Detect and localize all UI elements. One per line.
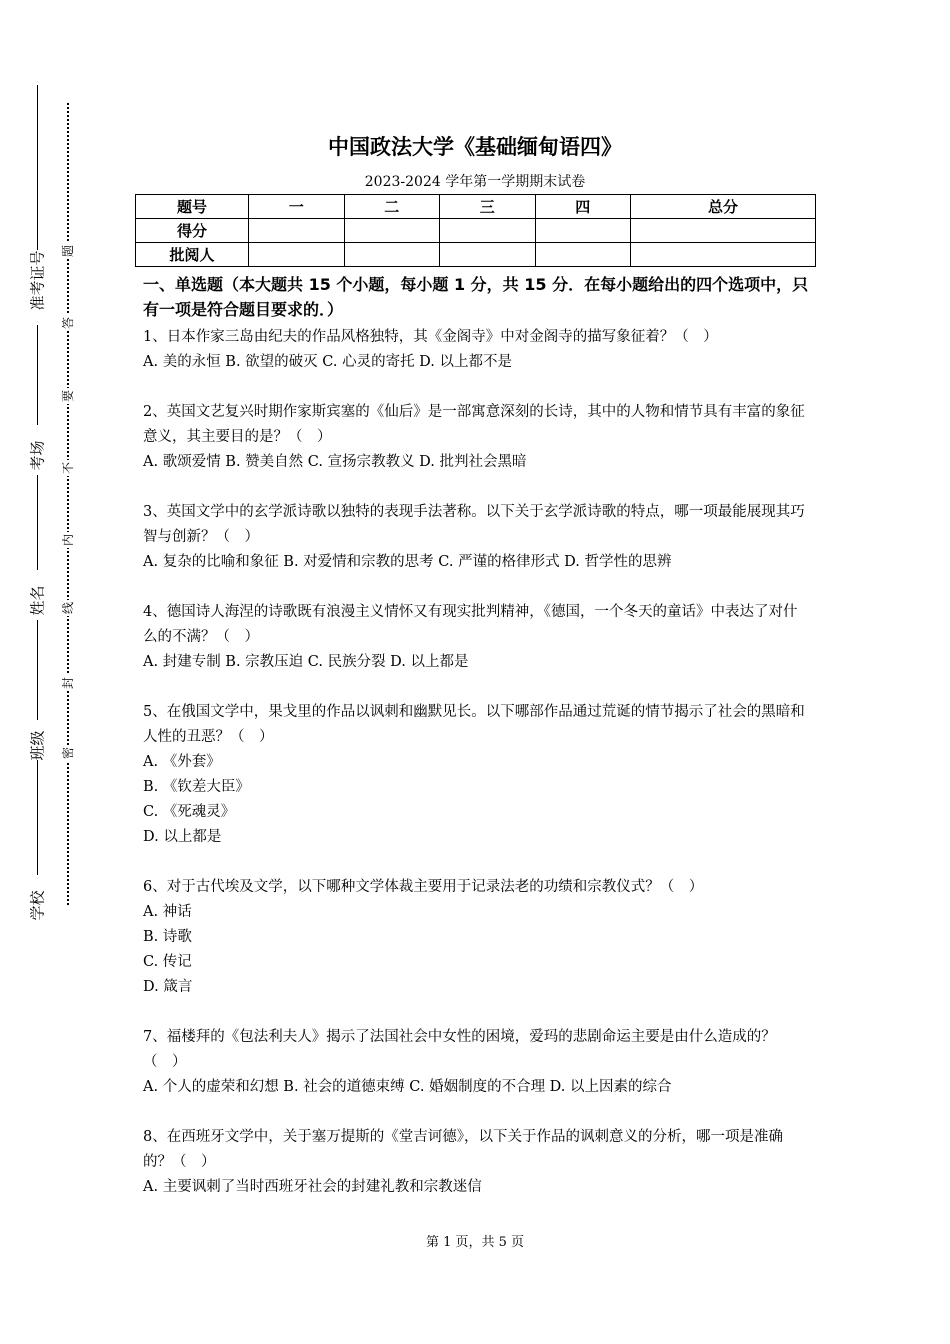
grader-row-label: 批阅人	[136, 243, 249, 267]
question-option: A. 主要讽刺了当时西班牙社会的封建礼教和宗教迷信	[143, 1179, 482, 1195]
seal-char: 密	[61, 747, 75, 760]
score-cell[interactable]	[249, 219, 345, 243]
question-text: 1、日本作家三岛由纪夫的作品风格独特，其《金阁寺》中对金阁寺的描写象征着？（ ）	[143, 329, 718, 345]
exam-room-label: 考场	[28, 440, 47, 471]
grader-cell[interactable]	[631, 243, 816, 267]
grader-cell[interactable]	[249, 243, 345, 267]
question-4	[143, 600, 811, 675]
fill-line	[37, 760, 38, 875]
seal-char: 内	[61, 534, 75, 547]
question-option: D. 以上都是	[143, 829, 222, 845]
question-options: A. 复杂的比喻和象征 B. 对爱情和宗教的思考 C. 严谨的格律形式 D. 哲学性的思辨	[143, 554, 672, 570]
score-cell[interactable]	[344, 219, 440, 243]
question-options: A. 美的永恒 B. 欲望的破灭 C. 心灵的寄托 D. 以上都不是	[143, 354, 513, 370]
question-option: C. 《死魂灵》	[143, 804, 236, 820]
score-row-label: 得分	[136, 219, 249, 243]
score-table-header: 二	[344, 195, 440, 219]
grader-cell[interactable]	[344, 243, 440, 267]
class-label: 班级	[28, 730, 47, 761]
score-table-header: 三	[440, 195, 536, 219]
fill-line	[37, 620, 38, 720]
binding-margin	[0, 0, 90, 1344]
grader-cell[interactable]	[535, 243, 631, 267]
question-5	[143, 700, 811, 850]
question-text: 4、德国诗人海涅的诗歌既有浪漫主义情怀又有现实批判精神，《德国，一个冬天的童话》中表达了对什么的不满？（ ）	[143, 604, 798, 645]
score-table-header: 总分	[631, 195, 816, 219]
seal-char: 要	[61, 390, 75, 403]
exam-content	[143, 272, 811, 1225]
question-1	[143, 325, 811, 375]
question-option: D. 箴言	[143, 979, 193, 995]
score-cell[interactable]	[440, 219, 536, 243]
exam-subtitle: 2023-2024 学年第一学期期末试卷	[364, 174, 586, 190]
score-cell[interactable]	[631, 219, 816, 243]
question-8	[143, 1125, 811, 1200]
score-table-header: 一	[249, 195, 345, 219]
question-option: B. 《钦差大臣》	[143, 779, 250, 795]
score-row	[136, 219, 816, 243]
seal-char: 封	[61, 677, 75, 690]
question-text: 6、对于古代埃及文学，以下哪种文学体裁主要用于记录法老的功绩和宗教仪式？（ ）	[143, 879, 704, 895]
exam-id-label: 准考证号	[28, 250, 47, 311]
question-2	[143, 400, 811, 475]
name-label: 姓名	[28, 585, 47, 616]
question-options: A. 歌颂爱情 B. 赞美自然 C. 宣扬宗教教义 D. 批判社会黑暗	[143, 454, 527, 470]
question-text: 5、在俄国文学中，果戈里的作品以讽刺和幽默见长。以下哪部作品通过荒诞的情节揭示了社会的黑暗和人性的丑恶？（ ）	[143, 704, 805, 745]
question-option: A. 《外套》	[143, 754, 221, 770]
question-option: C. 传记	[143, 954, 192, 970]
question-options: A. 个人的虚荣和幻想 B. 社会的道德束缚 C. 婚姻制度的不合理 D. 以上因素的综合	[143, 1079, 672, 1095]
score-table-header: 四	[535, 195, 631, 219]
fill-line	[37, 85, 38, 250]
question-text: 3、英国文学中的玄学派诗歌以独特的表现手法著称。以下关于玄学派诗歌的特点，哪一项最能展现其巧智与创新？（ ）	[143, 504, 805, 545]
question-option: B. 诗歌	[143, 929, 192, 945]
score-cell[interactable]	[535, 219, 631, 243]
question-text: 8、在西班牙文学中，关于塞万提斯的《堂吉诃德》，以下关于作品的讽刺意义的分析，哪一项是准确的？（ ）	[143, 1129, 783, 1170]
exam-title: 中国政法大学《基础缅甸语四》	[328, 135, 622, 159]
grader-cell[interactable]	[440, 243, 536, 267]
question-option: A. 神话	[143, 904, 192, 920]
fill-line	[37, 475, 38, 570]
school-label: 学校	[28, 890, 47, 921]
score-table-header-row	[136, 195, 816, 219]
seal-char: 不	[61, 462, 75, 475]
question-6	[143, 875, 811, 1000]
question-options: A. 封建专制 B. 宗教压迫 C. 民族分裂 D. 以上都是	[143, 654, 469, 670]
score-table-header: 题号	[136, 195, 249, 219]
question-text: 2、英国文艺复兴时期作家斯宾塞的《仙后》是一部寓意深刻的长诗，其中的人物和情节具有丰富的象征意义，其主要目的是？（ ）	[143, 404, 805, 445]
seal-char: 线	[61, 602, 75, 615]
question-3	[143, 500, 811, 575]
seal-char: 题	[61, 245, 75, 258]
question-text: 7、福楼拜的《包法利夫人》揭示了法国社会中女性的困境，爱玛的悲剧命运主要是由什么造成的？（ ）	[143, 1029, 776, 1070]
seal-char: 答	[61, 317, 75, 330]
seal-dotted-line	[67, 103, 69, 905]
question-7	[143, 1025, 811, 1100]
grader-row	[136, 243, 816, 267]
score-table	[135, 194, 816, 267]
section-heading: 一、单选题（本大题共 15 个小题，每小题 1 分，共 15 分．在每小题给出的四个选项中，只有一项是符合题目要求的．）	[143, 275, 809, 319]
fill-line	[37, 325, 38, 425]
page-number: 第 1 页，共 5 页	[425, 1235, 525, 1250]
